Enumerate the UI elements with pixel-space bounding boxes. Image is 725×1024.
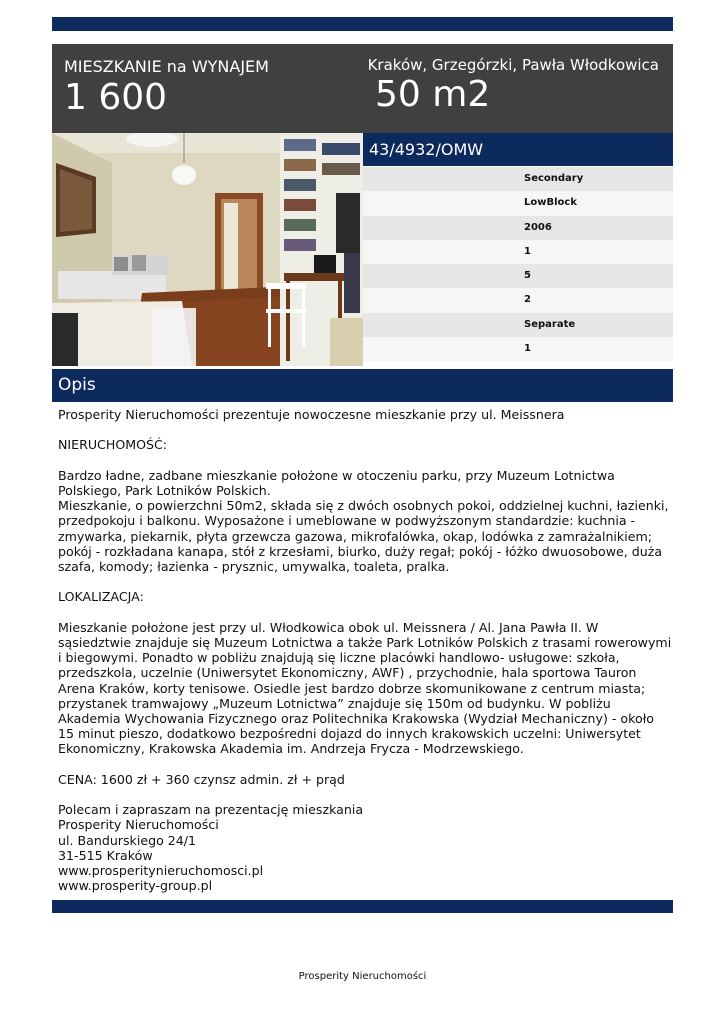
website-link[interactable]: www.prosperity-group.pl bbox=[58, 878, 213, 894]
section-heading-location: LOKALIZACJA: bbox=[58, 589, 144, 605]
contact-company: Prosperity Nieruchomości bbox=[58, 817, 219, 833]
section-heading-property: NIERUCHOMOŚĆ: bbox=[58, 437, 168, 453]
detail-row bbox=[363, 264, 673, 288]
detail-row bbox=[363, 191, 673, 215]
detail-value: LowBlock bbox=[524, 197, 577, 209]
detail-row bbox=[363, 167, 673, 191]
contact-line: Polecam i zapraszam na prezentację mieszkania bbox=[58, 802, 364, 818]
detail-row bbox=[363, 313, 673, 337]
bottom-accent-band bbox=[52, 900, 673, 913]
description-paragraph: Mieszkanie położone jest przy ul. Włodkowica obok ul. Meissnera / Al. Jana Pawła II. W sąsiedztwie znajduje się Muzeum Lotnictwa a także Park Lotników Polskich z trasami rowerowymi i biegowymi. Ponadto w pobliżu znajdują się liczne placówki handlowo- usługowe: szkoła, przedszkola, uczelnie (Uniwersytet Ekonomiczny, AWF) , przychodnie, hala sportowa Tauron Arena Kraków, korty tenisowe. Osiedle jest bardzo dobrze skomunikowane z centrum miasta; przystanek tramwajowy „Muzeum Lotnictwa” znajduje się 150m od budynku. W pobliżu Akademia Wychowania Fizycznego oraz Politechnika Krakowska (Wydział Mechaniczny) - około 15 minut pieszo, dodatkowo bezpośredni dojazd do innych krakowskich uczelni: Uniwersytet Ekonomiczny, Krakowska Akademia im. Andrzeja Frycza - Modrzewskiego. bbox=[58, 619, 672, 757]
offer-type: MIESZKANIE na WYNAJEM bbox=[64, 57, 269, 76]
description-body bbox=[58, 407, 673, 893]
detail-row bbox=[363, 216, 673, 240]
footer-company: Prosperity Nieruchomości bbox=[298, 971, 427, 982]
listing-header bbox=[52, 44, 673, 133]
detail-value: 2 bbox=[524, 294, 531, 306]
reference-number: 43/4932/OMW bbox=[369, 140, 484, 159]
location: Kraków, Grzegórzki, Pawła Włodkowica bbox=[367, 56, 659, 74]
detail-value: 1 bbox=[524, 343, 531, 355]
detail-value: 2006 bbox=[524, 221, 552, 233]
area: 50 m2 bbox=[375, 74, 491, 115]
details-table bbox=[363, 167, 673, 361]
price: 1 600 bbox=[64, 77, 168, 118]
price-details: CENA: 1600 zł + 360 czynsz admin. zł + prąd bbox=[58, 771, 345, 787]
description-intro: Prosperity Nieruchomości prezentuje nowoczesne mieszkanie przy ul. Meissnera bbox=[58, 407, 565, 422]
detail-row bbox=[363, 337, 673, 361]
contact-street: ul. Bandurskiego 24/1 bbox=[58, 832, 197, 848]
detail-value: Secondary bbox=[524, 173, 584, 184]
reference-bar bbox=[363, 133, 673, 166]
description-title: Opis bbox=[58, 375, 96, 395]
detail-value: 1 bbox=[524, 245, 531, 257]
apartment-photo bbox=[52, 133, 363, 366]
detail-row bbox=[363, 288, 673, 312]
description-header bbox=[52, 369, 673, 402]
description-paragraph: Bardzo ładne, zadbane mieszkanie położone w otoczeniu parku, przy Muzeum Lotnictwa Polskiego, Park Lotników Polskich. bbox=[58, 467, 615, 498]
detail-row bbox=[363, 240, 673, 264]
detail-value: Separate bbox=[524, 318, 576, 330]
top-accent-band bbox=[52, 17, 673, 31]
contact-city: 31-515 Kraków bbox=[58, 847, 153, 863]
detail-value: 5 bbox=[524, 270, 531, 282]
website-link[interactable]: www.prosperitynieruchomosci.pl bbox=[58, 863, 264, 878]
description-paragraph: Mieszkanie, o powierzchni 50m2, składa się z dwóch osobnych pokoi, oddzielnej kuchni, łazienki, przedpokoju i balkonu. Wyposażone i umeblowane w podwyższonym standardzie: kuchnia - zmywarka, piekarnik, płyta grzewcza gazowa, mikrofalówka, okap, lodówka z zamrażalnikiem; pokój - rozkładana kanapa, stół z krzesłami, biurko, duży regał; pokój - łóżko dwuosobowe, duża szafa, komody; łazienka - prysznic, umywalka, toaleta, pralka. bbox=[58, 498, 669, 574]
